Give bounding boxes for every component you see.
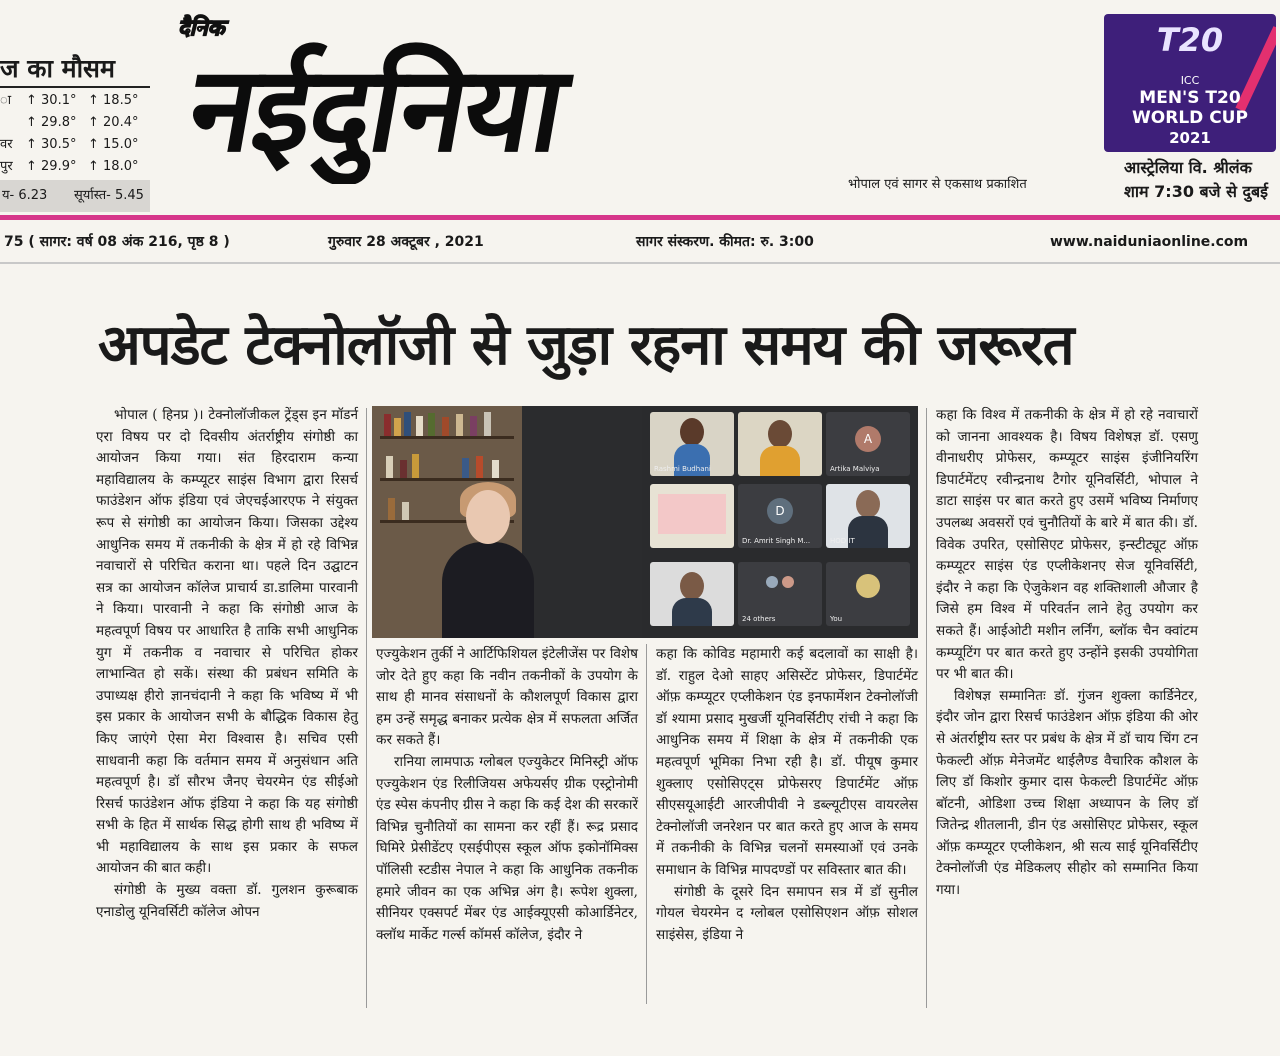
article-paragraph: कहा कि विश्व में तकनीकी के क्षेत्र में हो रहे नवाचारों को जानना आवश्यक है। विषय विशेषज्ञ डॉ. एसणु वीनाधरीए प्रोफेसर, कम्प्यूटर साइंस इंजीनियरिंग डिपार्टमेंटए रवीन्द्रनाथ टैगोर यूनिवर्सिटी, भोपाल ने डाटा साइंस पर बात करते हुए उसमें भविष्य निर्माणए उपलब्ध अवसरों एवं चुनौतियों के बारे में बात की। डॉ. विवेक उपरित, एसोसिएट प्रोफेसर, इन्स्टीट्यूट ऑफ़ कम्प्यूटर साइंस एंड एप्लीकेशनए सेज यूनिवर्सिटी, इंदौर ने कहा कि ऐजुकेशन वह शक्तिशाली औजार है जिसे हम विश्व में परिवर्तन लाने हेतु उपयोग कर सकते हैं। आईओटी मशीन लर्निंग, ब्लॉक चैन क्वांटम कम्प्यूटिंग पर बात करते हुए उन्होंने इसकी उपयोगिता पर भी बात की। [936,407,1198,683]
weather-title: ज का मौसम [0,52,150,88]
article-paragraph: विशेषज्ञ सम्मानितः डॉ. गुंजन शुक्ला कार्डिनेटर, इंदौर जोन द्वारा रिसर्च फाउंडेशन ऑफ़ इंडिया की ओर से अंतर्राष्ट्रीय स्तर पर प्रबंध के क्षेत्र में डॉ चाय चिंग टन फेकल्टी ऑफ़ मेनेजमेंट थाईलैण्ड वैचारिक कौशल के लिए डॉ किशोर कुमार दास फेकल्टी डिपार्टमेंट ऑफ़ बॉटनी, ओडिशा उच्च शिक्षा अध्यापन के लिए डॉ जितेन्द्र शीतलानी, डीन एंड असोसिएट प्रोफेसर, स्कूल ऑफ़ कम्प्यूटर एप्लीकेशन, श्री सत्य साई यूनिवर्सिटीए टेक्नोलॉजी एंड मेडिकलए सीहोर को सम्मानित किया गया। [936,687,1198,899]
column-divider [926,408,927,1008]
article-headline: अपडेट टेक्नोलॉजी से जुड़ा रहना समय की जरूरत [98,313,1074,378]
sunset-time: सूर्यास्त- 5.45 [74,188,144,203]
weather-box [0,40,150,212]
weather-row [0,112,150,134]
article-column-4 [936,405,1198,1017]
masthead-rule [0,215,1280,220]
participant-tile: 24 others [738,562,822,626]
worldcup-title: WORLD CUP [1132,108,1248,128]
weather-min: ↑ 18.5° [88,93,139,108]
edition-bar [0,224,1280,260]
masthead-daily-label: दैनिक [178,16,225,41]
weather-max: ↑ 30.1° [26,93,77,108]
participant-tile: You [826,562,910,626]
article-paragraph: कहा कि कोविड महामारी कई बदलावों का साक्षी है। डॉ. राहुल देओ साहए असिस्टेंट प्रोफेसर, डिपार्टमेंट ऑफ़ कम्प्यूटर एप्लीकेशन एंड इनफार्मेशन टेक्नोलॉजी डॉ श्यामा प्रसाद मुखर्जी यूनिवर्सिटीए रांची ने कहा कि आधुनिक समय में शिक्षा के क्षेत्र में तकनीकी एक महत्वपूर्ण भूमिका निभा रही है। डॉ. पीयूष कुमार शुक्लाए एसोसिएट्स प्रोफेसरए डिपार्टमेंट ऑफ़ सीएसयूआईटी आरजीपीवी ने डब्ल्यूटीएस वायरलेस टेक्नोलॉजी जनरेशन पर बात करते हुए आज के समय में तकनीकी के विभिन्न चलनों समस्याओं एवं उनके समाधान के विभिन्न मापदण्डों पर सविस्तार बात की। [656,646,918,878]
weather-min: ↑ 15.0° [88,137,139,152]
weather-max: ↑ 30.5° [26,137,77,152]
worldcup-mens: MEN'S T20 [1139,88,1241,108]
issue-info: 75 ( सागर: वर्ष 08 अंक 216, पृष्ठ 8 ) [4,234,230,250]
article-paragraph: एज्युकेशन तुर्की ने आर्टिफिशियल इंटेलीजेंस पर विशेष जोर देते हुए कहा कि नवीन तकनीकों के उपयोग के साथ ही मानव संसाधनों के कौशलपूर्ण विकास द्वारा हम उन्हें समृद्ध बनाकर प्रत्येक क्षेत्र में सफलता अर्जित कर सकते हैं। [376,646,638,749]
t20-logo: T20 [1156,21,1224,59]
weather-row [0,134,150,156]
article-paragraph: संगोष्ठी के मुख्य वक्ता डॉ. गुलशन कुरूबाक एनाडोलु यूनिवर्सिटी कॉलेज ओपन [96,882,358,920]
speaker-figure [442,490,532,638]
column-divider [646,644,647,1004]
weather-max: ↑ 29.8° [26,115,77,130]
participant-tile: Rashmi Budhani [650,412,734,476]
weather-min: ↑ 18.0° [88,159,139,174]
edition-rule [0,262,1280,264]
masthead-logo: नईदुनिया [179,40,575,178]
worldcup-year: 2021 [1169,129,1211,147]
article-column-2 [376,644,638,1000]
participant-tile: A Artika Malviya [826,412,910,476]
edition-price: सागर संस्करण. कीमत: रु. 3:00 [636,234,814,250]
article-paragraph: संगोष्ठी के दूसरे दिन समापन सत्र में डॉ सुनील गोयल चेयरमेन द ग्लोबल एसोसिएशन ऑफ़ सोशल साइंसेस, इंडिया ने [656,883,918,943]
sunrise-time: य- 6.23 [2,188,48,203]
article-column-1 [96,405,358,997]
worldcup-ad [1104,14,1276,152]
match-teams: आस्ट्रेलिया वि. श्रीलंक [1124,158,1252,177]
participant-tile [738,412,822,476]
weather-row [0,90,150,112]
weather-city: पुर [0,159,13,174]
worldcup-icc: ICC [1180,74,1200,87]
edition-date: गुरुवार 28 अक्टूबर , 2021 [328,234,484,250]
participant-tile: D Dr. Amrit Singh M... [738,484,822,548]
column-divider [366,408,367,1008]
weather-city: वर [0,137,13,152]
participant-tile: HOD IT [826,484,910,548]
article-column-3 [656,644,918,1000]
sun-times-bar [0,180,150,212]
weather-row [0,156,150,178]
weather-max: ↑ 29.9° [26,159,77,174]
match-time: शाम 7:30 बजे से दुबई [1124,182,1268,201]
participant-tile [650,562,734,626]
article-paragraph: रानिया लामपाऊ ग्लोबल एज्युकेटर मिनिस्ट्री ऑफ एज्युकेशन एंड रिलीजियस अफेयर्सए ग्रीक एस्ट्रोनोमी एंड स्पेस कंपनीए ग्रीस ने कहा कि कई देश की सरकारें विभिन्न चुनौतियों का सामना कर रहीं हैं। रूद्र प्रसाद घिमिरे प्रेसीडेंटए एसईपीएस स्कूल ऑफ इकोनॉमिक्स पॉलिसी स्टडीस नेपाल ने कहा कि आधुनिक तकनीक हमारे जीवन का एक अभिन्न अंग है। रूपेश शुक्ला, सीनियर एक्सपर्ट मेंबर एंड आईक्यूएसी कोआर्डिनेटर, क्लॉथ मार्केट गर्ल्स कॉमर्स कॉलेज, इंदौर ने [376,753,638,943]
weather-min: ↑ 20.4° [88,115,139,130]
weather-city: ा [0,93,12,108]
webinar-screenshot-photo [372,406,918,638]
participant-tile [650,484,734,548]
website-url: www.naiduniaonline.com [1050,234,1249,250]
article-paragraph: भोपाल ( हिनप्र )। टेक्नोलॉजीकल ट्रेंड्स इन मॉडर्न एरा विषय पर दो दिवसीय अंतर्राष्ट्रीय संगोष्ठी का आयोजन किया गया। संत हिरदाराम कन्या महाविद्यालय के कम्प्यूटर साइंस विभाग द्वारा रिसर्च फाउंडेशन ऑफ इंडिया एवं जेएचईआरएफ ने संयुक्त रूप से संगोष्ठी का आयोजन किया। जिसका उद्देश्य आधुनिक समय में तकनीकी के क्षेत्र में हो रहे विभिन्न नवाचारों से परिचित कराना था। पहले दिन उद्घाटन सत्र का आयोजन कॉलेज प्राचार्य डा.डालिमा पारवानी ने किया। पारवानी ने कहा कि संगोष्ठी आज के महत्वपूर्ण विषय पर आधारित है ताकि सभी आधुनिक युग में तकनीक व नवाचार से परिचित होकर लाभान्वित हो सकें। संस्था की प्रबंधन समिति के उपाध्यक्ष हीरो ज्ञानचंदानी ने कहा कि भविष्य में भी इस प्रकार के आयोजन सभी के बौद्धिक विकास हेतु किए जाएंगे ऐसा मेरा विश्वास है। सचिव एसी साधवानी कहा कि वर्तमान समय में अनुसंधान अति महत्वपूर्ण है। डॉ सौरभ जैनए चेयरमेन एंड सीईओ रिसर्च फाउंडेशन ऑफ इंडिया ने कहा कि यह संगोष्ठी सभी के हित में सार्थक सिद्ध होगी साथ ही भविष्य में भी महाविद्यालय के साथ इस प्रकार के सफल आयोजन की बात कही। [96,407,358,877]
masthead-tagline: भोपाल एवं सागर से एकसाथ प्रकाशित [848,177,1027,192]
